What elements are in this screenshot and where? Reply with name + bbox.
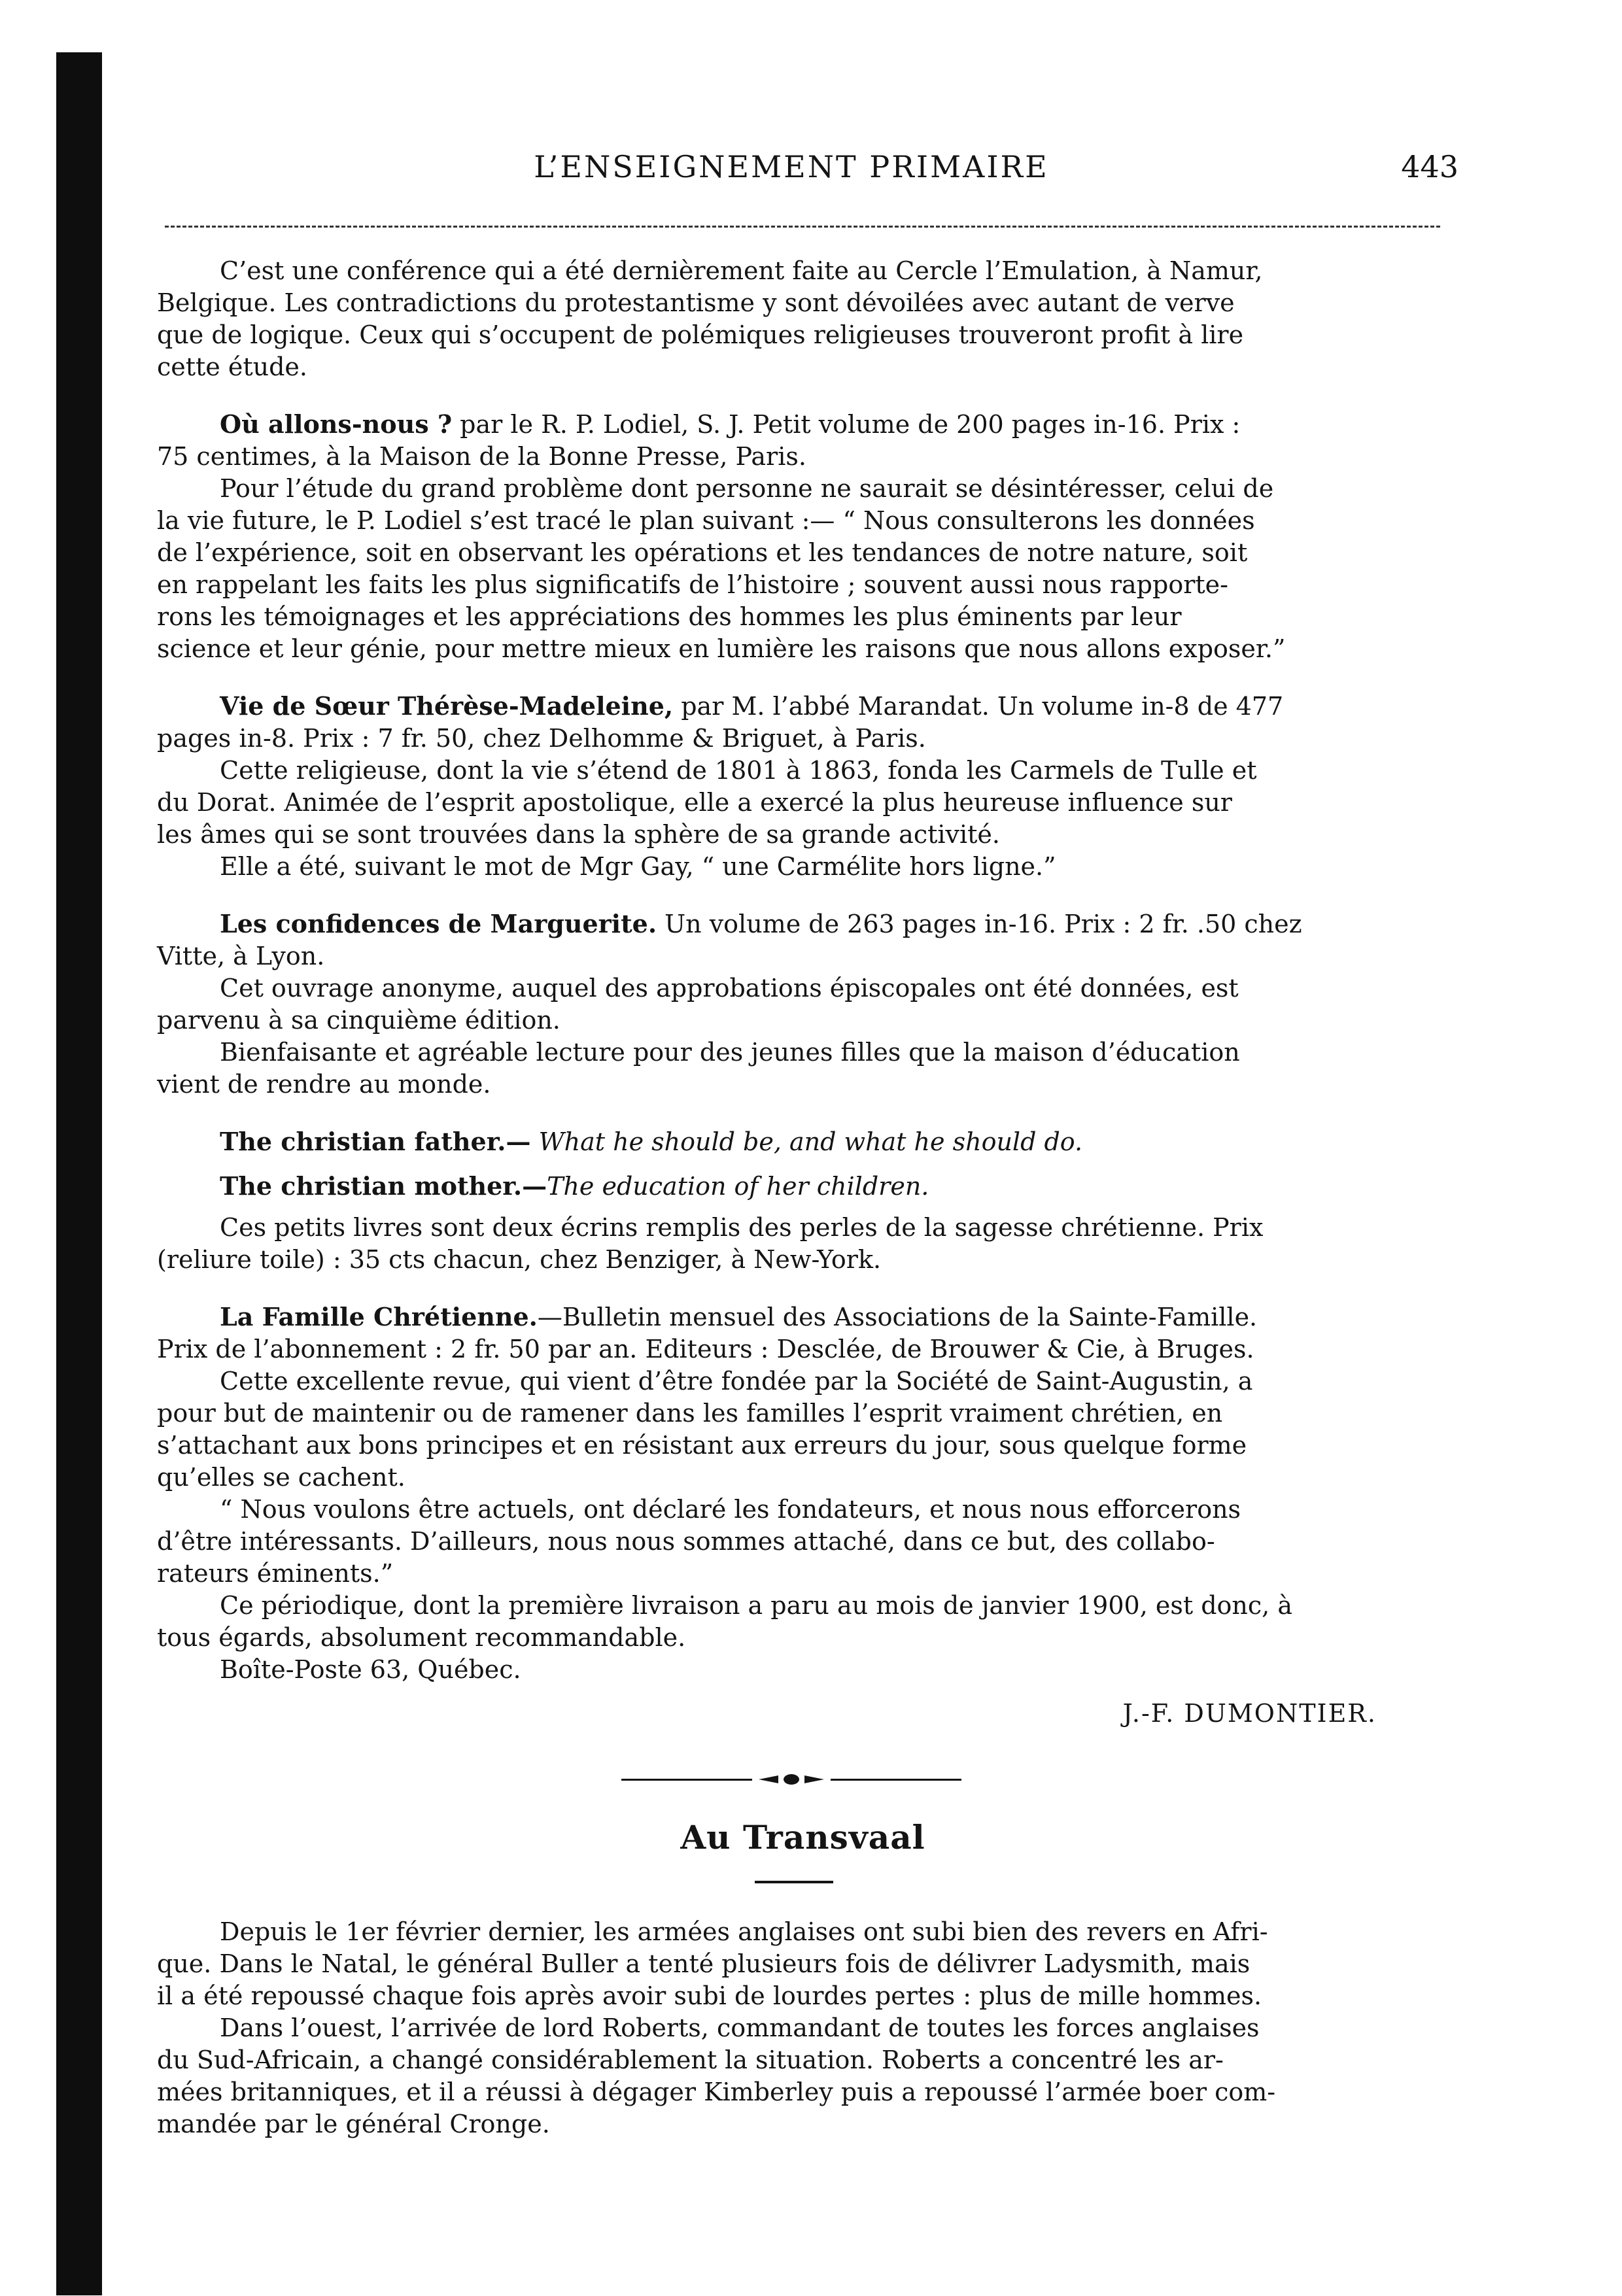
text-line-content: par M. l’abbé Marandat. Un volume in-8 de 477 bbox=[673, 692, 1284, 721]
review-entry bbox=[157, 1212, 1449, 1276]
header-rule bbox=[165, 226, 1440, 228]
entry-heading: Vie de Sœur Thérèse-Madeleine, bbox=[220, 691, 674, 721]
entry-heading: The christian mother.— bbox=[220, 1171, 547, 1201]
text-line: Bienfaisante et agréable lecture pour des jeunes filles que la maison d’éducation bbox=[220, 1038, 1240, 1067]
ornament-center-icon bbox=[752, 1773, 831, 1786]
review-entry bbox=[157, 690, 1449, 883]
page-number: 443 bbox=[1401, 149, 1458, 184]
text-line: que de logique. Ceux qui s’occupent de polémiques religieuses trouveront profit à lire bbox=[157, 320, 1244, 349]
text-line: d’être intéressants. D’ailleurs, nous nous sommes attaché, dans ce but, des collabo- bbox=[157, 1527, 1215, 1556]
review-entry bbox=[157, 408, 1449, 665]
entry-heading: Où allons-nous ? bbox=[220, 409, 453, 439]
text-line: la vie future, le P. Lodiel s’est tracé le plan suivant :— “ Nous consulterons les données bbox=[157, 506, 1255, 535]
text-line: pages in-8. Prix : 7 fr. 50, chez Delhomme & Briguet, à Paris. bbox=[157, 724, 926, 753]
text-line: en rappelant les faits les plus significatifs de l’histoire ; souvent aussi nous rapporte- bbox=[157, 570, 1228, 599]
text-line: pour but de maintenir ou de ramener dans les familles l’esprit vraiment chrétien, en bbox=[157, 1399, 1223, 1428]
text-line: Cette religieuse, dont la vie s’étend de 1801 à 1863, fonda les Carmels de Tulle et bbox=[220, 756, 1257, 785]
text-line: du Sud-Africain, a changé considérablement la situation. Roberts a concentré les ar- bbox=[157, 2046, 1224, 2074]
entry-first-line bbox=[157, 1301, 1449, 1333]
text-line: 75 centimes, à la Maison de la Bonne Presse, Paris. bbox=[157, 442, 806, 471]
ornament-line-right bbox=[831, 1779, 961, 1781]
text-line-content: Un volume de 263 pages in-16. Prix : 2 fr. .50 chez bbox=[657, 910, 1302, 938]
text-line: rateurs éminents.” bbox=[157, 1559, 394, 1588]
text-line: s’attachant aux bons principes et en résistant aux erreurs du jour, sous quelque forme bbox=[157, 1431, 1247, 1460]
review-entry bbox=[157, 1125, 1449, 1158]
section-body bbox=[157, 1916, 1449, 2140]
text-line: Ce périodique, dont la première livraison a paru au mois de janvier 1900, est donc, à bbox=[220, 1591, 1292, 1620]
entry-heading: Les confidences de Marguerite. bbox=[220, 909, 657, 938]
text-line: science et leur génie, pour mettre mieux en lumière les raisons que nous allons exposer.” bbox=[157, 634, 1286, 663]
text-line: vient de rendre au monde. bbox=[157, 1070, 491, 1099]
text-line: Belgique. Les contradictions du protestantisme y sont dévoilées avec autant de verve bbox=[157, 288, 1235, 317]
running-title: L’ENSEIGNEMENT PRIMAIRE bbox=[534, 149, 1049, 184]
section-ornament bbox=[621, 1773, 961, 1786]
author-signature: J.-F. DUMONTIER. bbox=[1122, 1699, 1377, 1728]
text-line: Pour l’étude du grand problème dont personne ne saurait se désintéresser, celui de bbox=[220, 474, 1274, 503]
text-line: les âmes qui se sont trouvées dans la sphère de sa grande activité. bbox=[157, 820, 1000, 849]
review-entry bbox=[157, 1301, 1449, 1686]
title-rule bbox=[755, 1881, 833, 1883]
text-line: Vitte, à Lyon. bbox=[157, 942, 325, 970]
review-entry bbox=[157, 908, 1449, 1101]
text-line bbox=[157, 255, 1449, 287]
text-line: Depuis le 1er février dernier, les armées anglaises ont subi bien des revers en Afri- bbox=[220, 1917, 1268, 1946]
text-line: Prix de l’abonnement : 2 fr. 50 par an. Editeurs : Desclée, de Brouwer & Cie, à Bruges. bbox=[157, 1335, 1254, 1363]
text-line: qu’elles se cachent. bbox=[157, 1463, 406, 1492]
text-line: rons les témoignages et les appréciations des hommes les plus éminents par leur bbox=[157, 602, 1182, 631]
review-entry bbox=[157, 1170, 1449, 1203]
text-line-content: C’est une conférence qui a été dernièrement faite au Cercle l’Emulation, à Namur, bbox=[220, 256, 1263, 285]
text-line: parvenu à sa cinquième édition. bbox=[157, 1006, 561, 1035]
review-entry bbox=[157, 255, 1449, 383]
text-line: Elle a été, suivant le mot de Mgr Gay, “ une Carmélite hors ligne.” bbox=[220, 852, 1056, 881]
entry-first-line bbox=[157, 690, 1449, 723]
text-line: (reliure toile) : 35 cts chacun, chez Benziger, à New-York. bbox=[157, 1245, 882, 1274]
running-header bbox=[157, 149, 1458, 201]
entry-heading: La Famille Chrétienne. bbox=[220, 1302, 538, 1331]
text-line: de l’expérience, soit en observant les opérations et les tendances de notre nature, soit bbox=[157, 538, 1248, 567]
text-line: il a été repoussé chaque fois après avoir subi de lourdes pertes : plus de mille hommes. bbox=[157, 1981, 1262, 2010]
text-line: mandée par le général Cronge. bbox=[157, 2110, 550, 2138]
text-line: Cette excellente revue, qui vient d’être fondée par la Société de Saint-Augustin, a bbox=[220, 1367, 1253, 1396]
review-column bbox=[157, 255, 1449, 1730]
text-line: Dans l’ouest, l’arrivée de lord Roberts, commandant de toutes les forces anglaises bbox=[220, 2013, 1260, 2042]
text-line-content: par le R. P. Lodiel, S. J. Petit volume de 200 pages in-16. Prix : bbox=[452, 410, 1241, 439]
entry-first-line bbox=[157, 908, 1449, 940]
text-line: tous égards, absolument recommandable. bbox=[157, 1623, 686, 1652]
text-line: cette étude. bbox=[157, 352, 308, 381]
entry-heading: The christian father.— bbox=[220, 1127, 531, 1156]
entry-first-line bbox=[157, 1125, 1449, 1158]
text-line: “ Nous voulons être actuels, ont déclaré les fondateurs, et nous nous efforcerons bbox=[220, 1495, 1241, 1524]
text-line-content: —Bulletin mensuel des Associations de la Sainte-Famille. bbox=[537, 1303, 1258, 1331]
ornament-line-left bbox=[621, 1779, 752, 1781]
text-line: Boîte-Poste 63, Québec. bbox=[220, 1655, 521, 1684]
entry-first-line bbox=[157, 1170, 1449, 1203]
text-line: que. Dans le Natal, le général Buller a tenté plusieurs fois de délivrer Ladysmith, mais bbox=[157, 1949, 1251, 1978]
text-line: Ces petits livres sont deux écrins remplis des perles de la sagesse chrétienne. Prix bbox=[220, 1213, 1264, 1242]
text-line: mées britanniques, et il a réussi à dégager Kimberley puis a repoussé l’armée boer com- bbox=[157, 2078, 1276, 2106]
entry-subtitle: The education of her children. bbox=[547, 1172, 929, 1201]
entry-subtitle: What he should be, and what he should do. bbox=[538, 1127, 1083, 1156]
text-line: Cet ouvrage anonyme, auquel des approbations épiscopales ont été données, est bbox=[220, 974, 1239, 1002]
entry-first-line bbox=[157, 408, 1449, 441]
section-title: Au Transvaal bbox=[680, 1818, 925, 1857]
text-line: du Dorat. Animée de l’esprit apostolique, elle a exercé la plus heureuse influence sur bbox=[157, 788, 1232, 817]
scan-binding-edge bbox=[56, 52, 102, 2295]
